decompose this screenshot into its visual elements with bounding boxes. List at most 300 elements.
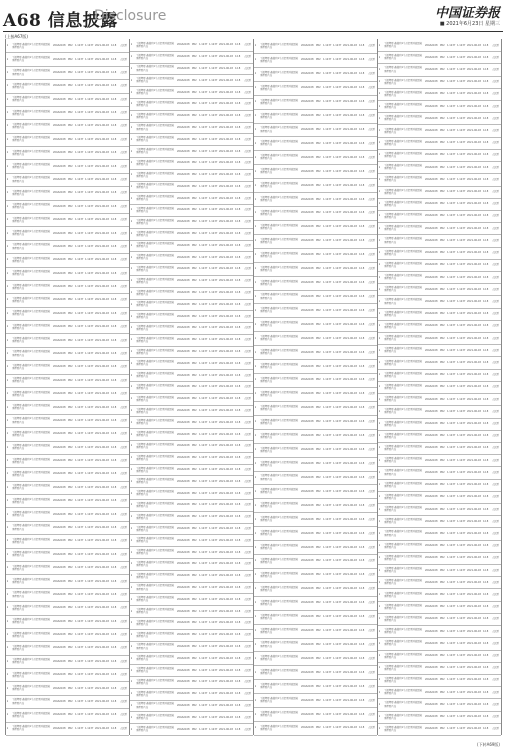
table-row — [378, 186, 501, 199]
cell-seq: 9 — [254, 448, 257, 452]
cell-product-name: 工银理财·鑫稳利1个月定期开放固收类理财产品 — [384, 542, 423, 549]
cell-currency: 人民币 — [368, 503, 376, 507]
cell-risk-level: PR2 — [192, 432, 197, 436]
cell-risk-level: PR2 — [316, 726, 321, 730]
cell-nav: 1.1237 — [323, 58, 332, 62]
cell-nav-cum: 1.1237 — [333, 434, 342, 438]
cell-nav: 1.1237 — [75, 606, 84, 610]
cell-scale: 12.8 — [483, 299, 489, 303]
cell-seq: 9 — [6, 633, 9, 637]
cell-nav-cum: 1.1237 — [457, 641, 466, 645]
cell-currency: 人民币 — [368, 642, 376, 646]
cell-currency: 人民币 — [244, 574, 252, 578]
cell-product-code: 20GS2108 — [301, 239, 314, 243]
cell-date: 2021-06-18 — [219, 715, 233, 719]
cell-product-code: 20GS2108 — [53, 592, 66, 596]
cell-product-code: 20GS2108 — [177, 727, 190, 731]
cell-nav: 1.1237 — [199, 279, 208, 283]
cell-currency: 人民币 — [244, 609, 252, 613]
cell-risk-level: PR2 — [192, 633, 197, 637]
cell-date: 2021-06-18 — [467, 605, 481, 609]
cell-nav: 1.1237 — [323, 642, 332, 646]
cell-scale: 12.8 — [359, 726, 365, 730]
cell-seq: 9 — [130, 78, 133, 82]
table-row — [254, 206, 377, 221]
cell-scale: 12.8 — [359, 253, 365, 257]
cell-product-name: 工银理财·鑫稳利1个月定期开放固收类理财产品 — [384, 176, 423, 183]
cell-date: 2021-06-18 — [95, 137, 109, 141]
cell-risk-level: PR2 — [192, 597, 197, 601]
cell-product-code: 20GS2108 — [425, 605, 438, 609]
cell-date: 2021-06-18 — [467, 116, 481, 120]
table-row — [6, 186, 129, 200]
cell-nav-cum: 1.1237 — [209, 703, 218, 707]
cell-product-code: 20GS2108 — [177, 208, 190, 212]
cell-product-code: 20GS2108 — [425, 690, 438, 694]
cell-product-code: 20GS2108 — [425, 544, 438, 548]
cell-product-name: 工银理财·鑫稳利1个月定期开放固收类理财产品 — [260, 613, 299, 620]
cell-date: 2021-06-18 — [343, 294, 357, 298]
cell-scale: 12.8 — [235, 550, 241, 554]
cell-scale: 12.8 — [111, 566, 117, 570]
cell-product-code: 20GS2108 — [53, 579, 66, 583]
table-row — [6, 427, 129, 441]
cell-scale: 12.8 — [235, 397, 241, 401]
cell-nav-cum: 1.1237 — [457, 190, 466, 194]
cell-seq: 9 — [254, 197, 257, 201]
cell-date: 2021-06-18 — [219, 66, 233, 70]
cell-nav: 1.1237 — [447, 458, 456, 462]
cell-nav: 1.1237 — [199, 184, 208, 188]
cell-date: 2021-06-18 — [343, 58, 357, 62]
cell-scale: 12.8 — [235, 633, 241, 637]
cell-product-code: 20GS2108 — [177, 326, 190, 330]
cell-date: 2021-06-18 — [219, 527, 233, 530]
cell-currency: 人民币 — [368, 462, 376, 465]
cell-product-code: 20GS2108 — [53, 659, 66, 663]
table-row — [6, 681, 129, 695]
cell-product-code: 20GS2108 — [425, 43, 438, 47]
cell-scale: 12.8 — [359, 239, 365, 243]
cell-product-name: 工银理财·鑫稳利1个月定期开放固收类理财产品 — [12, 671, 51, 678]
cell-nav: 1.1237 — [199, 267, 208, 271]
cell-seq: 9 — [254, 225, 257, 229]
cell-scale: 12.8 — [111, 311, 117, 315]
cell-scale: 12.8 — [483, 544, 489, 548]
cell-date: 2021-06-18 — [219, 184, 233, 188]
cell-seq: 9 — [378, 568, 381, 572]
cell-risk-level: PR2 — [316, 294, 321, 298]
cell-date: 2021-06-18 — [95, 432, 109, 436]
cell-currency: 人民币 — [244, 432, 252, 436]
cell-product-name: 工银理财·鑫稳利1个月定期开放固收类理财产品 — [260, 724, 299, 732]
cell-date: 2021-06-18 — [95, 97, 109, 101]
cell-seq: 9 — [130, 479, 133, 483]
cell-nav-cum: 1.1237 — [333, 141, 342, 145]
cell-risk-level: PR2 — [440, 593, 445, 597]
cell-product-code: 20GS2108 — [177, 66, 190, 70]
cell-product-code: 20GS2108 — [425, 666, 438, 670]
cell-seq: 9 — [378, 702, 381, 706]
cell-date: 2021-06-18 — [95, 271, 109, 275]
cell-date: 2021-06-18 — [467, 251, 481, 255]
cell-nav-cum: 1.1237 — [85, 606, 94, 610]
cell-risk-level: PR2 — [316, 225, 321, 229]
table-row — [6, 548, 129, 562]
cell-product-name: 工银理财·鑫稳利1个月定期开放固收类理财产品 — [12, 256, 51, 263]
cell-risk-level: PR2 — [440, 116, 445, 120]
cell-date: 2021-06-18 — [219, 644, 233, 648]
cell-seq: 9 — [378, 116, 381, 120]
cell-product-code: 20GS2108 — [301, 197, 314, 201]
cell-nav-cum: 1.1237 — [85, 365, 94, 369]
cell-product-code: 20GS2108 — [177, 78, 190, 82]
table-row — [378, 234, 501, 247]
cell-product-code: 20GS2108 — [425, 507, 438, 511]
cell-product-name: 工银理财·鑫稳利1个月定期开放固收类理财产品 — [384, 151, 423, 159]
cell-seq: 9 — [130, 727, 133, 731]
cell-product-name: 工银理财·鑫稳利1个月定期开放固收类理财产品 — [260, 599, 299, 606]
cell-product-code: 20GS2108 — [425, 67, 438, 71]
cell-nav: 1.1237 — [447, 495, 456, 499]
cell-nav-cum: 1.1237 — [209, 208, 218, 212]
cell-date: 2021-06-18 — [343, 698, 357, 702]
cell-nav: 1.1237 — [447, 92, 456, 96]
cell-nav: 1.1237 — [323, 44, 332, 48]
cell-seq: 9 — [130, 114, 133, 118]
cell-product-name: 工银理财·鑫稳利1个月定期开放固收类理财产品 — [260, 711, 299, 718]
cell-nav-cum: 1.1237 — [333, 350, 342, 354]
cell-nav-cum: 1.1237 — [209, 302, 218, 306]
table-row — [254, 707, 377, 722]
cell-currency: 人民币 — [368, 448, 376, 452]
cell-risk-level: PR2 — [440, 275, 445, 279]
cell-risk-level: PR2 — [440, 458, 445, 462]
cell-scale: 12.8 — [111, 472, 117, 476]
cell-product-code: 20GS2108 — [177, 515, 190, 519]
cell-date: 2021-06-18 — [343, 253, 357, 257]
cell-currency: 人民币 — [120, 512, 128, 516]
cell-seq: 9 — [130, 208, 133, 212]
cell-risk-level: PR2 — [316, 308, 321, 312]
cell-currency: 人民币 — [492, 336, 500, 340]
cell-date: 2021-06-18 — [219, 208, 233, 212]
cell-product-name: 工银理财·鑫稳利1个月定期开放固收类理财产品 — [136, 41, 175, 48]
cell-date: 2021-06-18 — [467, 202, 481, 206]
cell-product-code: 20GS2108 — [425, 556, 438, 560]
cell-date: 2021-06-18 — [219, 161, 233, 165]
cell-seq: 9 — [130, 385, 133, 389]
cell-product-name: 工银理财·鑫稳利1个月定期开放固收类理财产品 — [12, 604, 51, 611]
cell-nav: 1.1237 — [75, 499, 84, 503]
cell-nav-cum: 1.1237 — [85, 338, 94, 342]
cell-product-code: 20GS2108 — [177, 125, 190, 129]
cell-nav-cum: 1.1237 — [457, 519, 466, 523]
cell-nav-cum: 1.1237 — [209, 656, 218, 660]
cell-product-name: 工银理财·鑫稳利1个月定期开放固收类理财产品 — [260, 56, 299, 63]
cell-risk-level: PR2 — [440, 690, 445, 694]
cell-currency: 人民币 — [492, 165, 500, 169]
cell-date: 2021-06-18 — [343, 378, 357, 382]
cell-currency: 人民币 — [244, 703, 252, 707]
cell-risk-level: PR2 — [316, 267, 321, 271]
cell-currency: 人民币 — [492, 226, 500, 230]
cell-currency: 人民币 — [492, 373, 500, 377]
cell-date: 2021-06-18 — [467, 507, 481, 511]
cell-product-code: 20GS2108 — [425, 470, 438, 474]
cell-scale: 12.8 — [111, 378, 117, 382]
cell-scale: 12.8 — [111, 218, 117, 222]
cell-risk-level: PR2 — [316, 406, 321, 410]
table-row — [6, 641, 129, 655]
cell-product-code: 20GS2108 — [177, 90, 190, 94]
cell-nav: 1.1237 — [199, 78, 208, 82]
cell-seq: 9 — [130, 420, 133, 424]
cell-product-name: 工银理财·鑫稳利1个月定期开放固收类理财产品 — [136, 619, 175, 626]
cell-nav-cum: 1.1237 — [85, 499, 94, 503]
cell-product-name: 工银理财·鑫稳利1个月定期开放固收类理财产品 — [260, 641, 299, 648]
cell-currency: 人民币 — [120, 592, 128, 596]
cell-currency: 人民币 — [244, 125, 252, 129]
table-row — [6, 561, 129, 575]
cell-nav: 1.1237 — [323, 127, 332, 131]
cell-nav-cum: 1.1237 — [457, 43, 466, 47]
cell-scale: 12.8 — [359, 670, 365, 674]
cell-nav: 1.1237 — [75, 566, 84, 570]
cell-nav-cum: 1.1237 — [85, 713, 94, 717]
table-row — [130, 723, 253, 736]
cell-currency: 人民币 — [120, 177, 128, 181]
cell-nav-cum: 1.1237 — [209, 621, 218, 625]
cell-currency: 人民币 — [120, 351, 128, 355]
cell-nav-cum: 1.1237 — [209, 680, 218, 684]
cell-product-code: 20GS2108 — [425, 275, 438, 279]
cell-seq: 9 — [254, 44, 257, 48]
cell-seq: 9 — [130, 55, 133, 59]
cell-seq: 9 — [6, 258, 9, 262]
cell-scale: 12.8 — [359, 322, 365, 326]
table-row — [6, 280, 129, 294]
cell-nav: 1.1237 — [447, 287, 456, 291]
cell-currency: 人民币 — [368, 587, 376, 591]
cell-scale: 12.8 — [359, 587, 365, 591]
cell-nav-cum: 1.1237 — [209, 527, 218, 530]
cell-date: 2021-06-18 — [467, 446, 481, 450]
cell-nav: 1.1237 — [447, 55, 456, 59]
cell-scale: 12.8 — [235, 703, 241, 707]
cell-product-code: 20GS2108 — [301, 114, 314, 117]
cell-risk-level: PR2 — [316, 684, 321, 688]
cell-date: 2021-06-18 — [343, 127, 357, 131]
cell-product-name: 工银理财·鑫稳利1个月定期开放固收类理财产品 — [384, 469, 423, 476]
cell-product-code: 20GS2108 — [425, 617, 438, 621]
cell-risk-level: PR2 — [68, 646, 73, 650]
cell-date: 2021-06-18 — [467, 483, 481, 487]
cell-risk-level: PR2 — [440, 397, 445, 401]
cell-seq: 9 — [378, 727, 381, 731]
cell-currency: 人民币 — [368, 420, 376, 424]
cell-product-code: 20GS2108 — [301, 100, 314, 104]
cell-scale: 12.8 — [111, 619, 117, 623]
cell-currency: 人民币 — [492, 422, 500, 426]
cell-nav-cum: 1.1237 — [85, 485, 94, 489]
cell-nav-cum: 1.1237 — [457, 580, 466, 584]
cell-nav: 1.1237 — [75, 244, 84, 248]
cell-scale: 12.8 — [483, 470, 489, 474]
cell-nav: 1.1237 — [199, 232, 208, 236]
table-row — [254, 290, 377, 305]
cell-risk-level: PR2 — [440, 67, 445, 71]
cell-scale: 12.8 — [359, 392, 365, 396]
cell-product-name: 工银理财·鑫稳利1个月定期开放固收类理财产品 — [384, 298, 423, 305]
cell-scale: 12.8 — [359, 267, 365, 271]
table-row — [6, 173, 129, 187]
cell-nav: 1.1237 — [447, 629, 456, 633]
cell-currency: 人民币 — [492, 177, 500, 181]
table-row — [254, 150, 377, 165]
cell-date: 2021-06-18 — [95, 392, 109, 396]
cell-date: 2021-06-18 — [343, 211, 357, 215]
cell-seq: 9 — [6, 311, 9, 315]
cell-nav-cum: 1.1237 — [333, 684, 342, 688]
cell-nav-cum: 1.1237 — [85, 552, 94, 556]
cell-date: 2021-06-18 — [95, 244, 109, 248]
cell-risk-level: PR2 — [68, 633, 73, 637]
cell-product-name: 工银理财·鑫稳利1个月定期开放固收类理财产品 — [12, 243, 51, 250]
cell-scale: 12.8 — [111, 713, 117, 717]
cell-risk-level: PR2 — [68, 525, 73, 529]
cell-seq: 9 — [6, 525, 9, 529]
cell-product-code: 20GS2108 — [177, 562, 190, 566]
cell-scale: 12.8 — [235, 243, 241, 247]
cell-date: 2021-06-18 — [219, 326, 233, 330]
cell-scale: 12.8 — [111, 44, 117, 48]
cell-risk-level: PR2 — [192, 125, 197, 129]
cell-currency: 人民币 — [368, 211, 376, 215]
cell-scale: 12.8 — [111, 298, 117, 302]
cell-scale: 12.8 — [235, 291, 241, 295]
cell-risk-level: PR2 — [440, 80, 445, 84]
cell-risk-level: PR2 — [440, 153, 445, 157]
cell-date: 2021-06-18 — [219, 633, 233, 637]
cell-scale: 12.8 — [111, 164, 117, 168]
cell-nav: 1.1237 — [75, 539, 84, 543]
cell-nav-cum: 1.1237 — [209, 184, 218, 188]
cell-seq: 9 — [378, 531, 381, 535]
cell-product-name: 工银理财·鑫稳利1个月定期开放固收类理财产品 — [384, 615, 423, 623]
cell-currency: 人民币 — [368, 155, 376, 159]
cell-seq: 9 — [130, 597, 133, 601]
cell-seq: 9 — [254, 406, 257, 410]
cell-risk-level: PR2 — [192, 468, 197, 472]
cell-risk-level: PR2 — [68, 218, 73, 222]
cell-date: 2021-06-18 — [219, 338, 233, 342]
cell-product-code: 20GS2108 — [53, 231, 66, 235]
cell-currency: 人民币 — [244, 137, 252, 141]
cell-nav: 1.1237 — [447, 654, 456, 658]
cell-date: 2021-06-18 — [467, 458, 481, 462]
cell-date: 2021-06-18 — [95, 285, 109, 289]
cell-product-code: 20GS2108 — [425, 287, 438, 291]
cell-product-code: 20GS2108 — [177, 715, 190, 719]
cell-product-name: 工银理财·鑫稳利1个月定期开放固收类理财产品 — [384, 567, 423, 574]
cell-date: 2021-06-18 — [95, 191, 109, 195]
cell-nav-cum: 1.1237 — [333, 587, 342, 591]
cell-risk-level: PR2 — [192, 208, 197, 212]
cell-product-name: 工银理财·鑫稳利1个月定期开放固收类理财产品 — [136, 301, 175, 308]
cell-nav-cum: 1.1237 — [209, 267, 218, 271]
cell-date: 2021-06-18 — [467, 690, 481, 694]
cell-product-code: 20GS2108 — [177, 409, 190, 413]
cell-nav-cum: 1.1237 — [457, 446, 466, 450]
cell-currency: 人民币 — [244, 361, 252, 365]
cell-currency: 人民币 — [120, 472, 128, 476]
cell-product-name: 工银理财·鑫稳利1个月定期开放固收类理财产品 — [260, 571, 299, 578]
cell-product-code: 20GS2108 — [425, 727, 438, 731]
cell-seq: 9 — [6, 137, 9, 141]
table-row — [254, 39, 377, 54]
cell-seq: 9 — [378, 165, 381, 169]
cell-product-code: 20GS2108 — [425, 580, 438, 584]
cell-currency: 人民币 — [368, 517, 376, 521]
cell-scale: 12.8 — [359, 225, 365, 229]
cell-risk-level: PR2 — [440, 605, 445, 609]
cell-currency: 人民币 — [368, 615, 376, 619]
cell-product-code: 20GS2108 — [301, 503, 314, 507]
cell-currency: 人民币 — [368, 225, 376, 229]
cell-product-code: 20GS2108 — [425, 397, 438, 401]
cell-product-name: 工银理财·鑫稳利1个月定期开放固收类理财产品 — [384, 139, 423, 146]
cell-date: 2021-06-18 — [467, 348, 481, 352]
cell-product-name: 工银理财·鑫稳利1个月定期开放固收类理财产品 — [384, 432, 423, 439]
cell-product-name: 工银理财·鑫稳利1个月定期开放固收类理财产品 — [384, 603, 423, 610]
cell-product-name: 工银理财·鑫稳利1个月定期开放固收类理财产品 — [12, 551, 51, 558]
cell-date: 2021-06-18 — [467, 544, 481, 548]
cell-product-name: 工银理财·鑫稳利1个月定期开放固收类理财产品 — [136, 608, 175, 615]
cell-scale: 12.8 — [235, 338, 241, 342]
cell-nav: 1.1237 — [323, 155, 332, 159]
table-column-1 — [5, 39, 130, 735]
cell-product-code: 20GS2108 — [301, 183, 314, 187]
cell-date: 2021-06-18 — [343, 141, 357, 145]
cell-scale: 12.8 — [359, 141, 365, 145]
cell-scale: 12.8 — [235, 432, 241, 436]
cell-date: 2021-06-18 — [467, 190, 481, 194]
cell-product-name: 工银理财·鑫稳利1个月定期开放固收类理财产品 — [136, 324, 175, 332]
cell-scale: 12.8 — [483, 507, 489, 511]
cell-nav-cum: 1.1237 — [457, 409, 466, 413]
cell-nav-cum: 1.1237 — [333, 267, 342, 271]
cell-date: 2021-06-18 — [343, 322, 357, 326]
cell-risk-level: PR2 — [440, 409, 445, 413]
cell-nav-cum: 1.1237 — [209, 326, 218, 330]
cell-date: 2021-06-18 — [343, 100, 357, 104]
cell-seq: 9 — [378, 629, 381, 633]
cell-scale: 12.8 — [483, 214, 489, 218]
cell-risk-level: PR2 — [440, 238, 445, 242]
cell-currency: 人民币 — [492, 409, 500, 413]
table-row — [6, 267, 129, 281]
cell-nav-cum: 1.1237 — [209, 468, 218, 472]
cell-product-code: 20GS2108 — [425, 153, 438, 157]
cell-nav-cum: 1.1237 — [209, 161, 218, 165]
cell-nav-cum: 1.1237 — [85, 298, 94, 302]
cell-currency: 人民币 — [244, 644, 252, 648]
table-row — [6, 213, 129, 227]
cell-currency: 人民币 — [368, 253, 376, 257]
cell-scale: 12.8 — [111, 137, 117, 141]
cell-product-code: 20GS2108 — [53, 151, 66, 155]
